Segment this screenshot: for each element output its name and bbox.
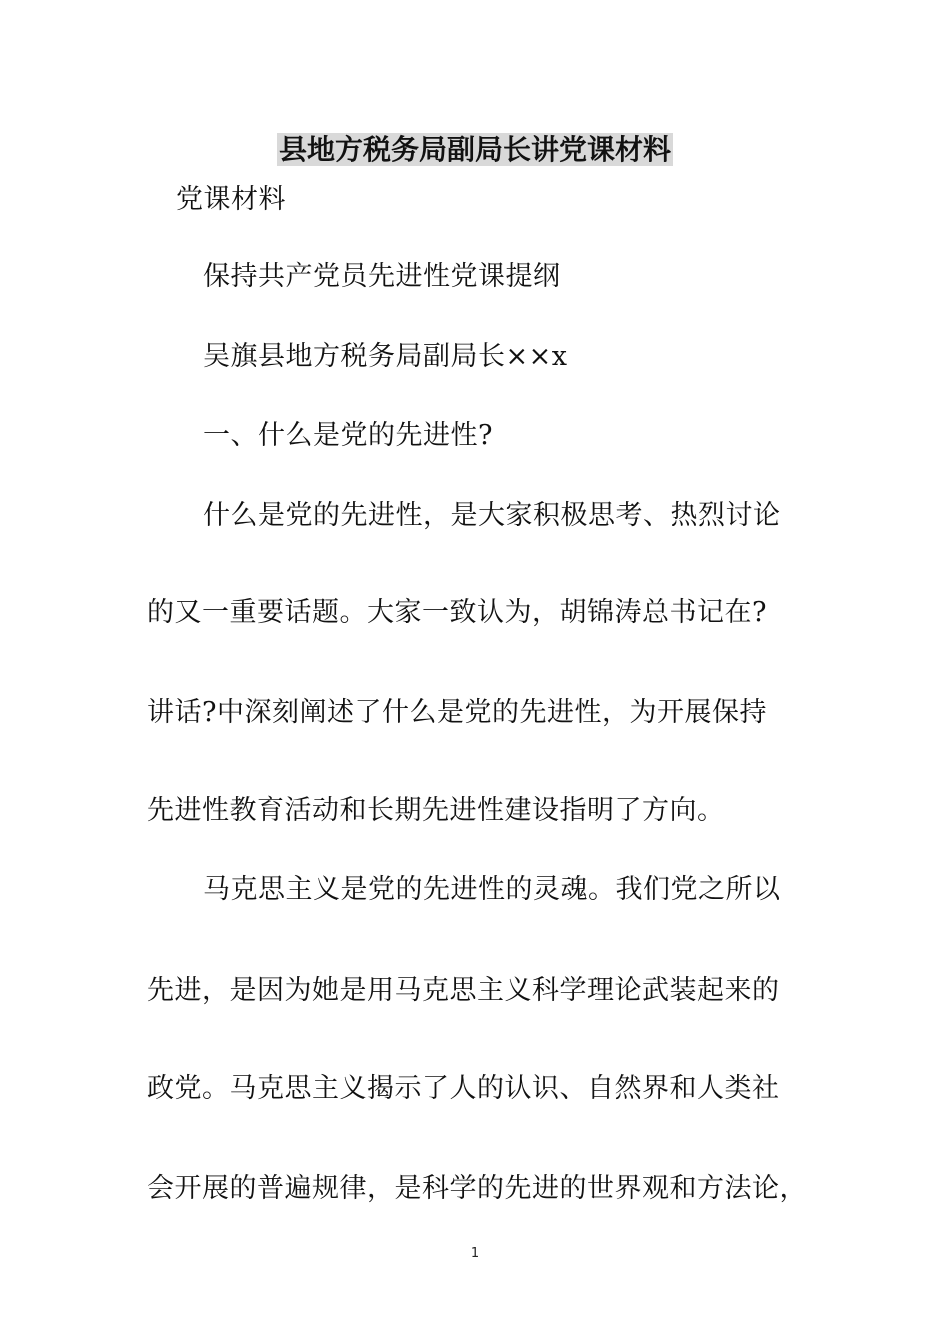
body-line: 马克思主义是党的先进性的灵魂。我们党之所以: [203, 874, 781, 905]
body-line: 先进，是因为她是用马克思主义科学理论武装起来的: [147, 975, 780, 1006]
body-line: 讲话?中深刻阐述了什么是党的先进性，为开展保持: [147, 697, 767, 728]
document-title-text: 县地方税务局副局长讲党课材料: [278, 133, 671, 166]
page-number: 1: [470, 1246, 480, 1261]
body-line: 会开展的普遍规律，是科学的先进的世界观和方法论，: [147, 1173, 807, 1204]
outline-title: 保持共产党员先进性党课提纲: [203, 261, 561, 292]
body-line: 政党。马克思主义揭示了人的认识、自然界和人类社: [147, 1073, 780, 1104]
body-line: 什么是党的先进性，是大家积极思考、热烈讨论: [203, 500, 781, 531]
body-line: 的又一重要话题。大家一致认为，胡锦涛总书记在?: [147, 597, 767, 628]
author-line: 吴旗县地方税务局副局长××x: [203, 341, 568, 372]
document-title: [0, 131, 950, 169]
section-heading: 一、什么是党的先进性?: [203, 420, 493, 451]
document-subtitle: 党课材料: [176, 184, 286, 215]
body-line: 先进性教育活动和长期先进性建设指明了方向。: [147, 795, 725, 826]
